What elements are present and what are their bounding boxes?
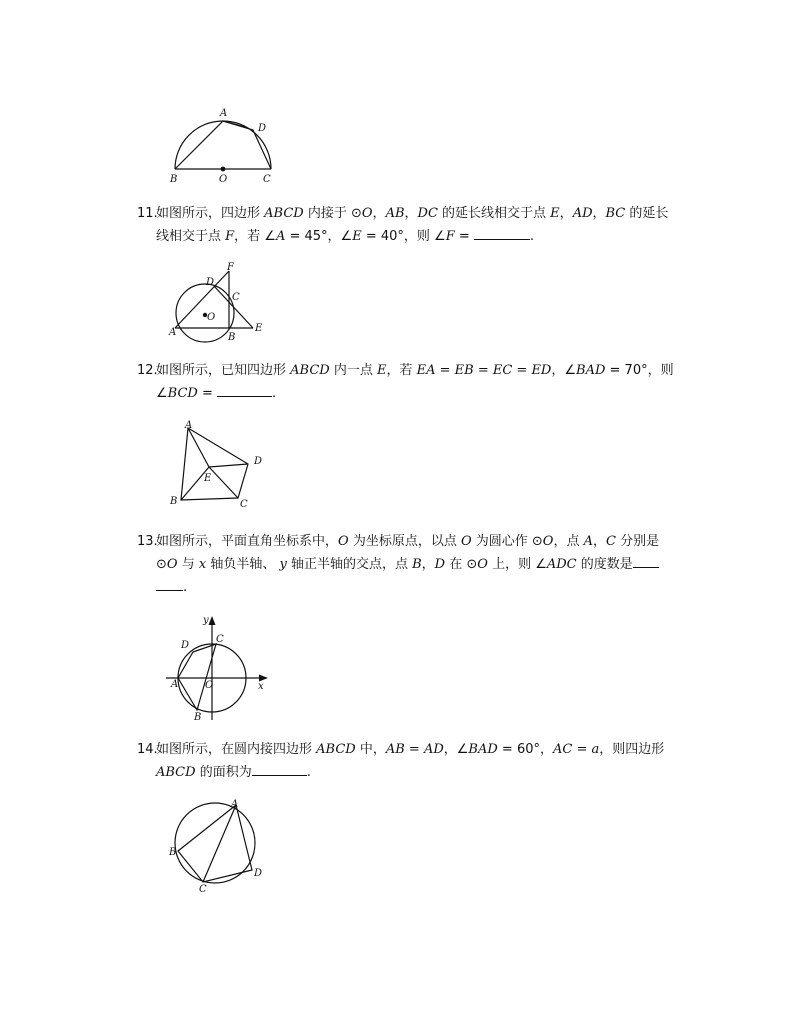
label-c: C	[199, 884, 207, 895]
answer-blank-part-2[interactable]	[156, 576, 183, 591]
label-c: C	[216, 634, 224, 645]
text: ∠	[156, 386, 168, 401]
quadrilateral-abcd	[181, 428, 248, 500]
math: DC	[417, 206, 438, 221]
text: 分别是	[615, 534, 660, 549]
text: ，∠	[443, 742, 469, 757]
text: 如图所示，四边形	[156, 206, 265, 221]
label-c: C	[232, 292, 240, 303]
text: .	[529, 229, 535, 244]
label-a: A	[220, 108, 228, 119]
label-d: D	[254, 868, 263, 879]
math: C	[606, 534, 616, 549]
label-b: B	[170, 496, 178, 507]
label-a: A	[185, 420, 193, 431]
label-e: E	[255, 323, 263, 334]
line-a-f	[175, 271, 229, 328]
math: AD	[572, 206, 593, 221]
question-number: 13.	[137, 534, 158, 549]
label-d: D	[181, 640, 190, 651]
figure-q13	[160, 612, 275, 724]
math: O	[542, 534, 554, 549]
math: x	[198, 557, 207, 572]
math: E	[376, 363, 387, 378]
text: 轴负半轴、	[206, 557, 280, 572]
question-11-line-1	[137, 202, 717, 225]
text: ，	[593, 534, 607, 549]
text: 中，	[355, 742, 386, 757]
text: 为圆心作 ⊙	[471, 534, 543, 549]
question-11-line-2	[137, 225, 717, 248]
text: ，若	[386, 363, 417, 378]
answer-blank[interactable]	[217, 382, 272, 397]
segment-e-d	[209, 464, 248, 467]
math: A	[275, 229, 286, 244]
label-f: F	[227, 262, 234, 273]
math: y	[279, 557, 287, 572]
math: AC = a	[553, 742, 600, 757]
text: 的度数是	[576, 557, 633, 572]
center-point-o	[221, 167, 226, 172]
math: BC	[605, 206, 626, 221]
circle-o	[175, 803, 255, 883]
text: 内一点	[329, 363, 377, 378]
label-o: O	[205, 680, 214, 691]
math: AB	[385, 206, 405, 221]
text: ，	[421, 557, 435, 572]
question-12-line-2	[137, 382, 717, 405]
text: ，∠	[551, 363, 577, 378]
label-b: B	[170, 174, 178, 185]
chord-path-adcb	[178, 644, 216, 710]
math: EA = EB = EC = ED	[416, 363, 552, 378]
math: A	[583, 534, 593, 549]
text: .	[183, 580, 188, 595]
text: 如图所示，在圆内接四边形	[156, 742, 317, 757]
label-a: A	[171, 679, 179, 690]
question-number: 11.	[137, 206, 158, 221]
question-14-line-2	[137, 761, 717, 784]
text: ⊙	[156, 557, 167, 572]
label-a: A	[169, 327, 177, 338]
math: ABCD	[156, 765, 196, 780]
math: BAD	[468, 742, 498, 757]
text: 的延长	[625, 206, 669, 221]
text: = 40°，则 ∠	[361, 229, 446, 244]
text: ，	[592, 206, 606, 221]
chord-path-bad c	[175, 121, 271, 169]
text: 在 ⊙	[445, 557, 478, 572]
figure-q11	[165, 258, 275, 344]
text: ，则四边形	[599, 742, 665, 757]
question-13-line-3	[137, 576, 717, 599]
text: .	[306, 765, 311, 780]
text: ，若 ∠	[234, 229, 276, 244]
text: ，	[559, 206, 573, 221]
answer-blank[interactable]	[252, 761, 307, 776]
math: O	[361, 206, 373, 221]
math: ABCD	[316, 742, 356, 757]
question-14	[137, 738, 717, 784]
figure-q12	[165, 418, 275, 512]
quadrilateral-abcd	[178, 805, 252, 882]
text: 为坐标原点，以点	[348, 534, 461, 549]
math: ADC	[546, 557, 577, 572]
text: 如图所示，平面直角坐标系中，	[156, 534, 339, 549]
diagonal-ac	[203, 805, 236, 882]
question-number: 14.	[137, 742, 158, 757]
math: E	[550, 206, 560, 221]
question-14-line-1	[137, 738, 717, 761]
figure-semicircle-abcd	[165, 105, 285, 187]
math: D	[434, 557, 446, 572]
text: ，点	[553, 534, 584, 549]
label-b: B	[169, 847, 177, 858]
text: 轴正半轴的交点，点	[286, 557, 413, 572]
label-e: E	[204, 473, 212, 484]
text: 的延长线相交于点	[437, 206, 551, 221]
text: = 45°，∠	[285, 229, 353, 244]
math: O	[460, 534, 472, 549]
question-11	[137, 202, 717, 248]
label-c: C	[240, 499, 248, 510]
math: O	[338, 534, 349, 549]
math: BAD	[576, 363, 606, 378]
math: ABCD	[290, 363, 330, 378]
math: O	[166, 557, 178, 572]
question-13	[137, 530, 717, 599]
label-c: C	[263, 174, 271, 185]
question-13-line-1	[137, 530, 717, 553]
math: F	[445, 229, 455, 244]
label-y: y	[203, 615, 209, 626]
text: 如图所示，已知四边形	[156, 363, 291, 378]
text: = 60°，	[497, 742, 553, 757]
question-13-line-2	[137, 553, 717, 576]
label-o: O	[219, 174, 228, 185]
text: .	[272, 386, 277, 401]
text: 与	[177, 557, 199, 572]
y-axis-arrow	[209, 616, 216, 625]
label-o: O	[207, 312, 216, 323]
figure-q14	[165, 798, 275, 894]
text: 线相交于点	[156, 229, 226, 244]
question-12	[137, 359, 717, 405]
math: BCD	[167, 386, 198, 401]
math: ABCD	[264, 206, 304, 221]
text: 的面积为	[195, 765, 252, 780]
answer-blank[interactable]	[474, 225, 530, 240]
question-12-line-1	[137, 359, 717, 382]
label-d: D	[206, 277, 215, 288]
text: =	[454, 229, 474, 244]
label-b: B	[194, 712, 202, 723]
label-a: A	[231, 799, 239, 810]
answer-blank-part-1[interactable]	[633, 553, 659, 568]
math: F	[225, 229, 235, 244]
math: E	[352, 229, 362, 244]
text: 上，则 ∠	[487, 557, 547, 572]
label-d: D	[258, 123, 267, 134]
text: = 70°，则	[605, 363, 674, 378]
label-b: B	[228, 332, 236, 343]
segment-e-c	[209, 467, 238, 498]
math: O	[477, 557, 488, 572]
text: 内接于 ⊙	[303, 206, 362, 221]
text: =	[197, 386, 217, 401]
question-number: 12.	[137, 363, 158, 378]
label-x: x	[258, 681, 264, 692]
math: B	[412, 557, 422, 572]
text: ，	[372, 206, 386, 221]
label-d: D	[254, 456, 263, 467]
semicircle-arc	[175, 121, 271, 169]
math: AB = AD	[385, 742, 444, 757]
text: ，	[404, 206, 418, 221]
